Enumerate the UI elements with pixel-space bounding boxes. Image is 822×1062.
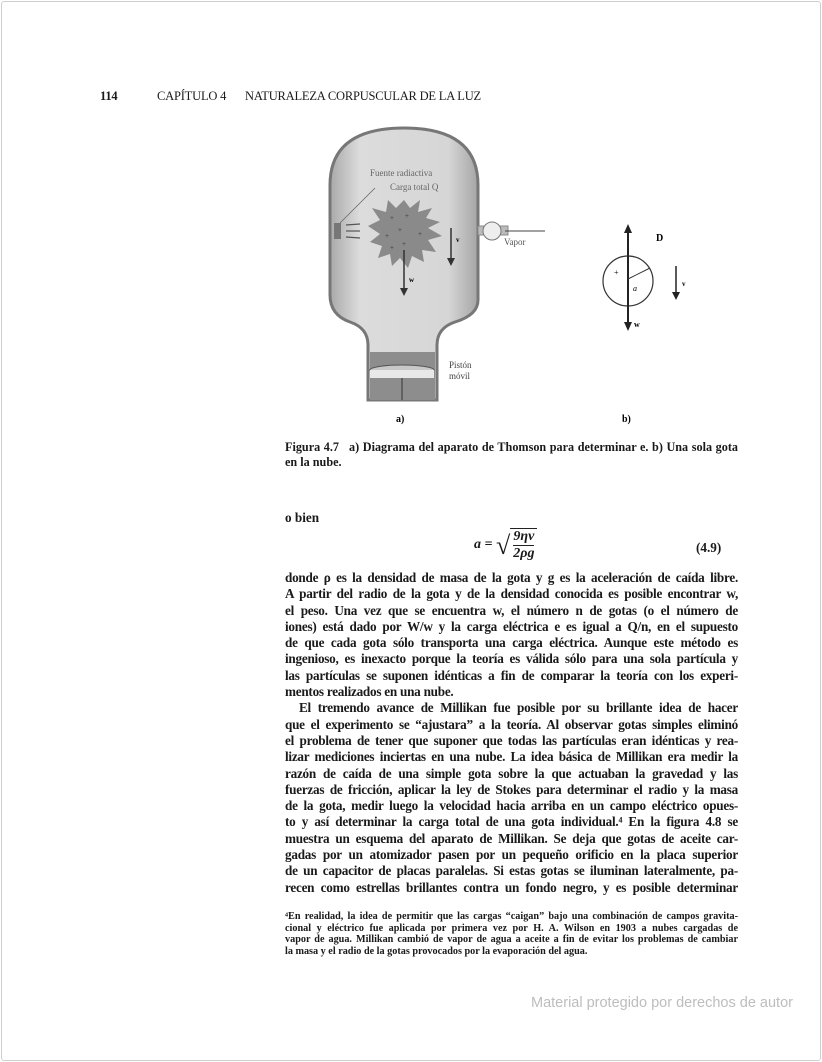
svg-text:+: + xyxy=(390,214,394,222)
equation-4-9 xyxy=(474,528,537,562)
footnote-line: ⁴En realidad, la idea de permitir que las cargas “caigan” bajo una combinación de campos gravita- xyxy=(285,911,738,922)
text-line: recen como estrellas brillantes contra un fondo negro, y es posible determinar xyxy=(285,879,738,895)
copyright-watermark: Material protegido por derechos de autor xyxy=(531,995,793,1011)
svg-text:+: + xyxy=(390,244,394,252)
single-drop-diagram xyxy=(603,224,686,331)
text-line: El tremendo avance de Millikan fue posible por su brillante idea de hacer xyxy=(299,700,738,716)
text-line: el problema de tener que suponer que todas las partículas eran idénticas y rea- xyxy=(285,732,738,748)
text-line: gadas por un atomizador pasen por un pequeño orificio en la placa superior xyxy=(285,847,738,863)
figure-4-7 xyxy=(0,0,822,440)
chapter-number: CAPÍTULO 4 xyxy=(157,89,227,103)
equation-denominator: 2ρg xyxy=(513,546,535,561)
vapor-valve xyxy=(483,222,501,240)
text-line: mentos realizados en una nube. xyxy=(285,684,454,700)
footnote-line: vapor de agua. Millikan cambió de vapor de agua a aceite a fin de evitar los problemas de cambiar xyxy=(285,934,738,946)
svg-text:D: D xyxy=(656,233,664,244)
text-line: las partículas se suponen idénticas a fin de comparar la teoría con los experi- xyxy=(285,667,738,683)
figure-label: Figura 4.7 xyxy=(285,440,340,454)
svg-text:v: v xyxy=(682,280,686,288)
chapter-title: NATURALEZA CORPUSCULAR DE LA LUZ xyxy=(245,89,481,103)
text-line: el peso. Una vez que se encuentra w, el número n de gotas (o el número de xyxy=(285,602,738,618)
sqrt-sign: √ xyxy=(495,531,511,561)
svg-text:Pistón: Pistón xyxy=(449,360,472,370)
text-line: de un capacitor de placas paralelas. Si estas gotas se iluminan lateralmente, pa- xyxy=(285,863,738,879)
equation-lhs: a = xyxy=(474,537,493,553)
text-line: de la gota, medir luego la velocidad hacia arriba en un campo eléctrico opues- xyxy=(285,798,738,814)
intro-text: o bien xyxy=(285,510,320,525)
thomson-apparatus xyxy=(330,128,545,400)
svg-text:w: w xyxy=(409,276,415,284)
equation-numerator: 9ηv xyxy=(513,529,535,544)
radioactive-source xyxy=(334,223,341,239)
caption-line: en la nube. xyxy=(285,455,342,469)
svg-text:+: + xyxy=(402,240,406,248)
text-line: muestra un esquema del aparato de Millikan. Se deja que gotas de aceite car- xyxy=(285,830,738,846)
panel-b-label: b) xyxy=(622,414,631,425)
svg-text:Fuente radiactiva: Fuente radiactiva xyxy=(370,168,433,178)
svg-text:a: a xyxy=(633,284,637,293)
svg-text:+: + xyxy=(614,268,619,277)
svg-text:w: w xyxy=(634,320,640,329)
text-line: to y así determinar la carga total de una gota individual.⁴ En la figura 4.8 se xyxy=(285,814,738,830)
paragraph-1 xyxy=(285,570,738,896)
caption-line: a) Diagrama del aparato de Thomson para determinar e. b) Una sola gota xyxy=(349,440,738,454)
svg-text:Carga total Q: Carga total Q xyxy=(390,182,439,192)
text-line: de que cada gota sólo transporta una carga eléctrica. Aunque este método es xyxy=(285,635,738,651)
svg-text:v: v xyxy=(456,236,460,244)
text-line: ingenioso, es inexacto porque la teoría es válida sólo para una sola partícula y xyxy=(285,651,738,667)
svg-text:móvil: móvil xyxy=(449,371,471,381)
equation-number: (4.9) xyxy=(696,540,722,555)
figure-caption xyxy=(285,440,738,470)
text-line: A partir del radio de la gota y de la densidad conocida es posible encontrar w, xyxy=(285,586,738,602)
svg-text:+: + xyxy=(405,212,409,220)
text-line: donde ρ es la densidad de masa de la gota y g es la aceleración de caída libre. xyxy=(285,570,738,585)
text-line: razón de caída de una simple gota sobre la que actuaban la gravedad y las xyxy=(285,765,738,781)
svg-text:Vapor: Vapor xyxy=(504,237,526,247)
footnote-line: la masa y el radio de la gotas provocados por la evaporación del agua. xyxy=(285,945,588,957)
text-line: lizar mediciones inciertas en una nube. La idea básica de Millikan era medir la xyxy=(285,749,738,765)
footnote-line: cional y eléctrico fue aplicada por primera vez por H. A. Wilson en 1903 a nubes cargadas de xyxy=(285,922,738,934)
svg-text:+: + xyxy=(398,226,402,234)
text-line: iones) está dado por W/w y la carga eléctrica e es igual a Q/n, en el supuesto xyxy=(285,618,738,634)
page-number: 114 xyxy=(100,89,118,103)
text-line: que el experimento se “ajustara” a la teoría. Al observar gotas simples eliminó xyxy=(285,716,738,732)
panel-a-label: a) xyxy=(396,414,405,425)
svg-text:+: + xyxy=(385,232,389,240)
footnote xyxy=(285,911,738,957)
text-line: fuerzas de fricción, aplicar la ley de Stokes para determinar el radio y la masa xyxy=(285,781,738,797)
svg-text:+: + xyxy=(418,230,422,238)
